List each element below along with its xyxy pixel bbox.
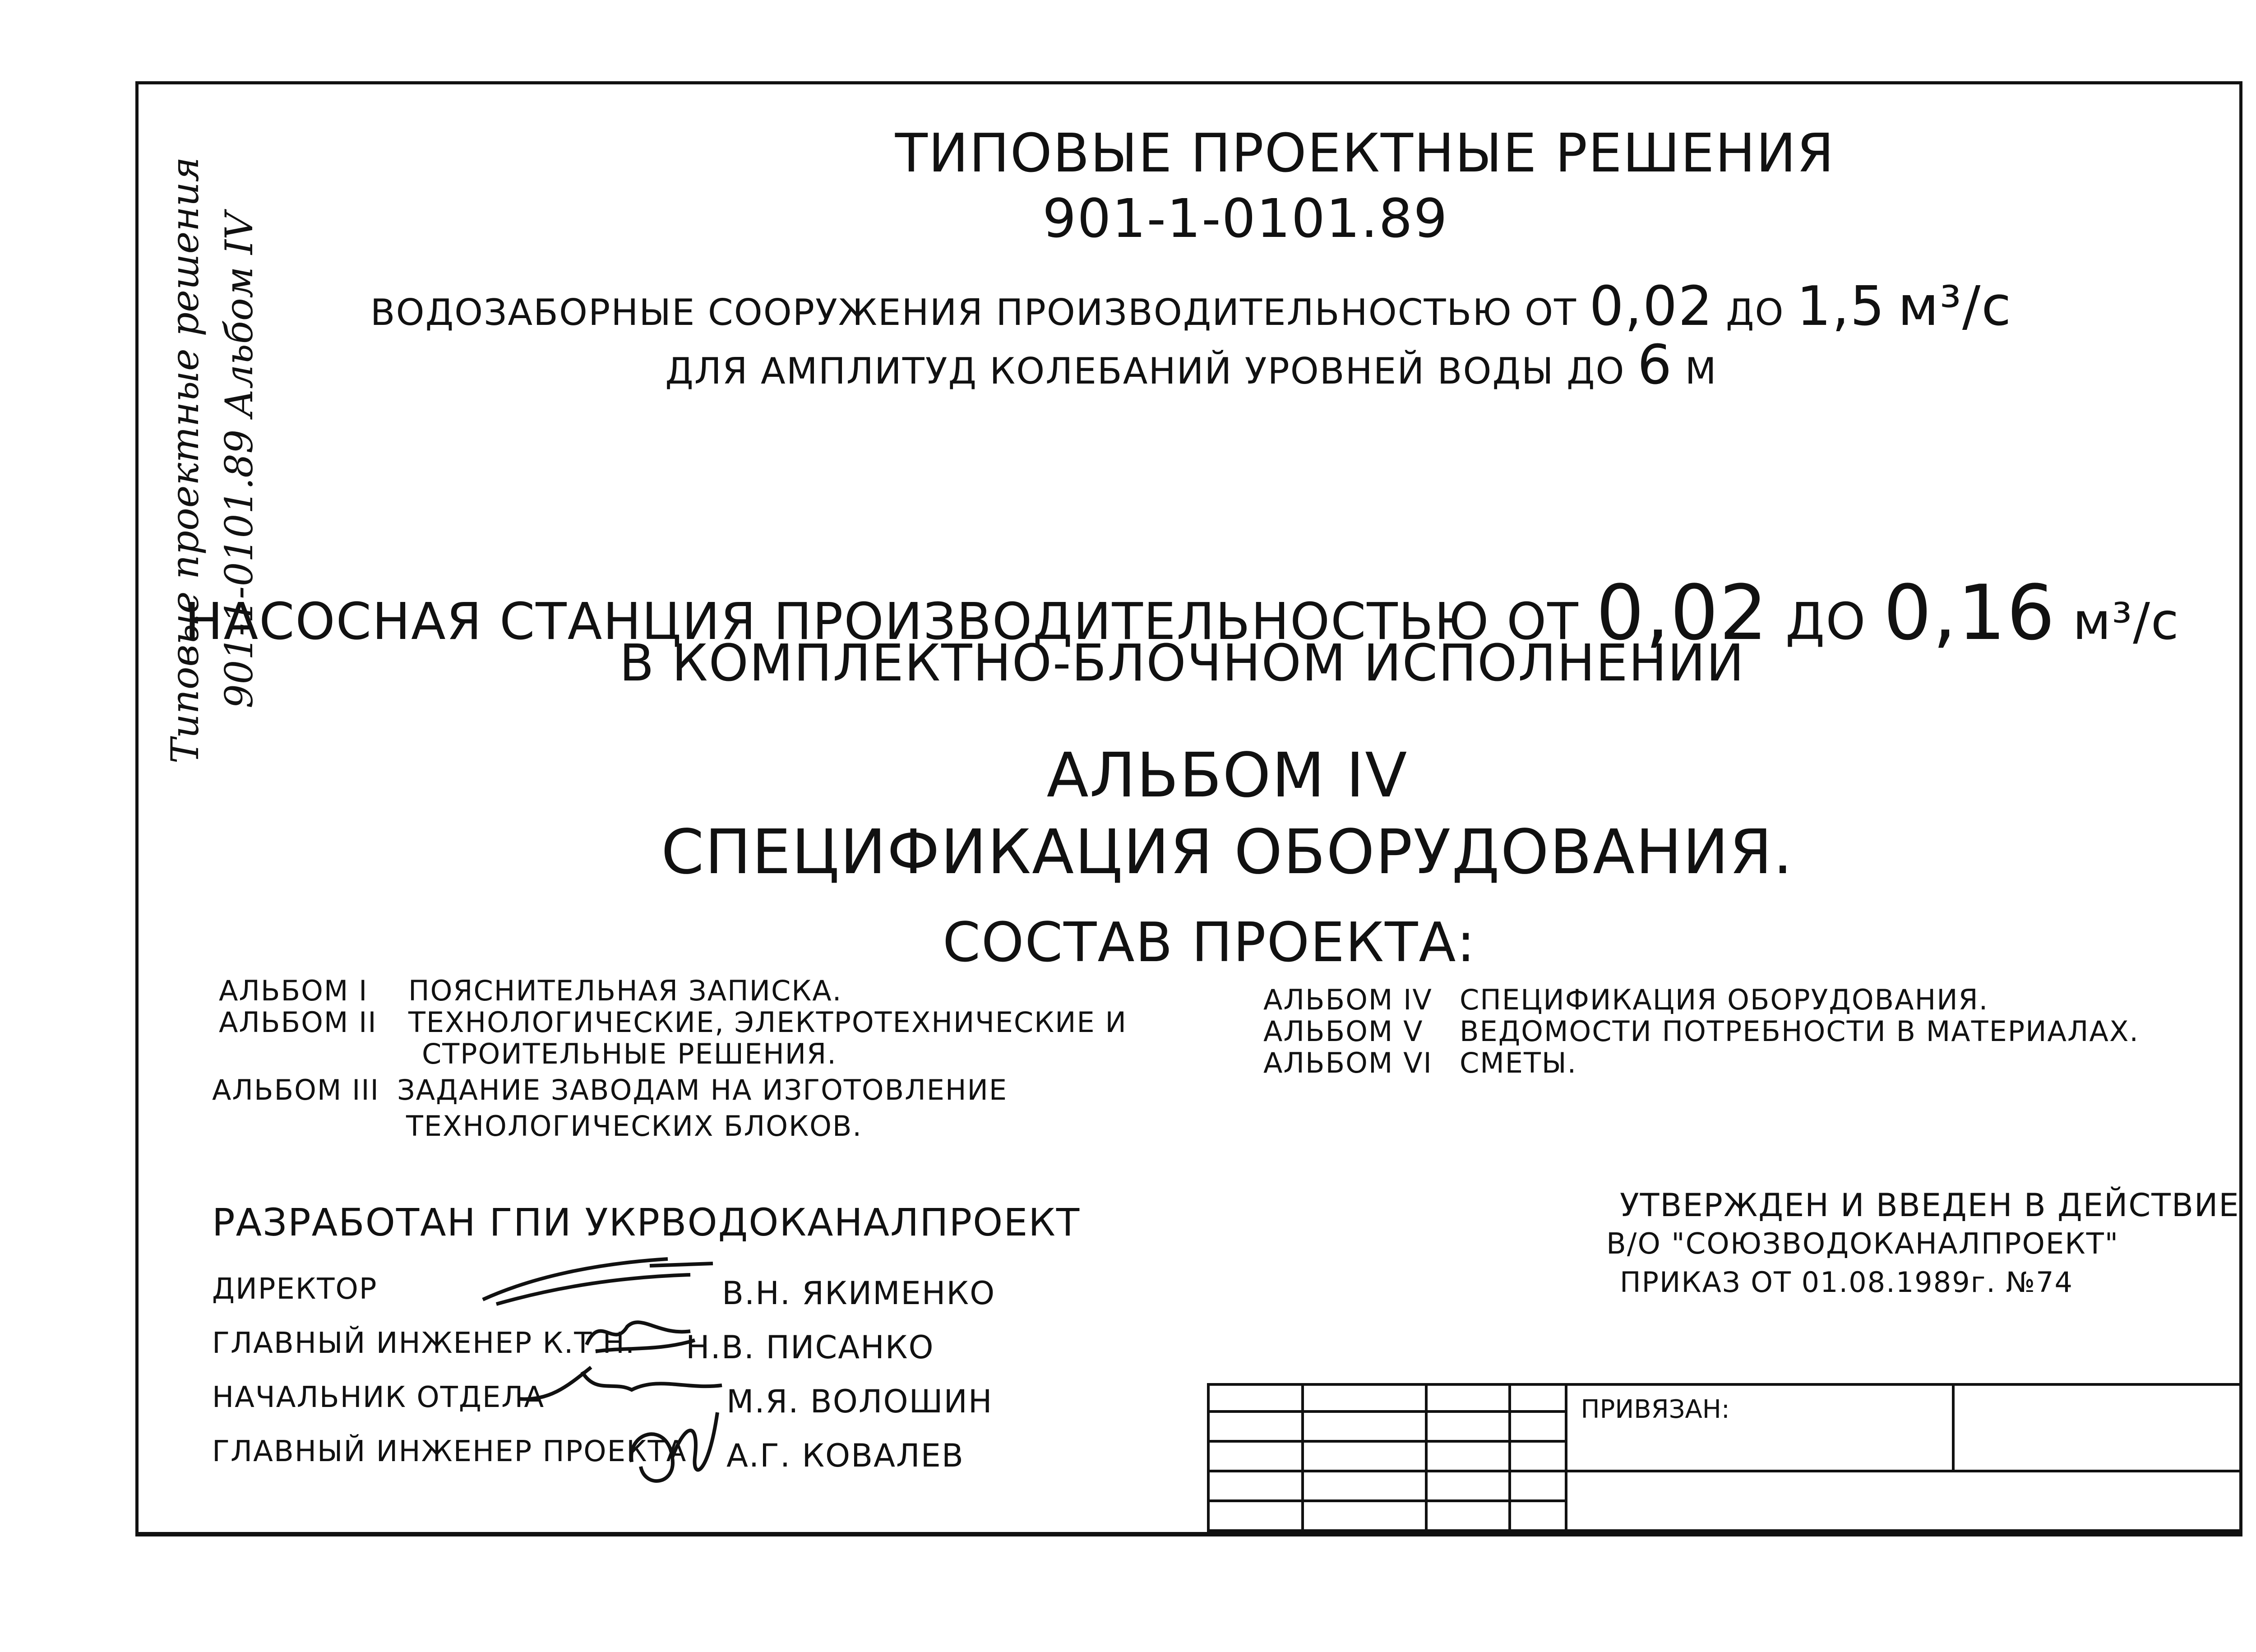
approval-line-2: В/О "СОЮЗВОДОКАНАЛПРОЕКТ" xyxy=(1606,1227,2119,1261)
spine-line-2: 901-1-0101.89 Альбом IV xyxy=(217,212,261,708)
composition-right-desc-5: ВЕДОМОСТИ ПОТРЕБНОСТИ В МАТЕРИАЛАХ. xyxy=(1460,1015,2140,1048)
stamp-cell xyxy=(1303,1384,1426,1411)
stamp-cell xyxy=(1953,1384,2241,1471)
header-line-1-to: 1,5 xyxy=(1796,275,1886,338)
header-line-2-unit: М xyxy=(1685,350,1717,392)
stamp-cell xyxy=(1510,1384,1566,1411)
stamp-cell xyxy=(1510,1501,1566,1531)
stamp-cell xyxy=(1426,1441,1509,1471)
document-code: 901-1-0101.89 xyxy=(1042,187,1448,250)
header-line-2 xyxy=(665,334,1717,397)
stamp-cell xyxy=(1426,1471,1509,1501)
station-unit: м³/с xyxy=(2072,592,2180,651)
stamp-cell xyxy=(1303,1441,1426,1471)
composition-left-album-2: АЛЬБОМ II xyxy=(219,1006,377,1039)
stamp-cell xyxy=(1208,1471,1303,1501)
header-line-1-unit: м³/с xyxy=(1898,275,2012,338)
approval-line-1: УТВЕРЖДЕН И ВВЕДЕН В ДЕЙСТВИЕ xyxy=(1620,1187,2240,1224)
composition-right-album-4: АЛЬБОМ IV xyxy=(1263,983,1433,1016)
composition-left-album-1: АЛЬБОМ I xyxy=(219,974,368,1007)
composition-left-desc-1: ПОЯСНИТЕЛЬНАЯ ЗАПИСКА. xyxy=(408,974,842,1007)
station-mid: ДО xyxy=(1785,592,1867,651)
header-line-1 xyxy=(370,275,2012,338)
header-line-1-mid: ДО xyxy=(1726,292,1784,333)
stamp-cell xyxy=(1566,1471,2242,1531)
composition-left-desc-2: ТЕХНОЛОГИЧЕСКИЕ, ЭЛЕКТРОТЕХНИЧЕСКИЕ И xyxy=(408,1006,1127,1039)
document-type-title: ТИПОВЫЕ ПРОЕКТНЫЕ РЕШЕНИЯ xyxy=(895,122,1835,184)
spine-label xyxy=(158,102,280,819)
signature-chief-project-engineer xyxy=(618,1403,726,1494)
station-from: 0,02 xyxy=(1596,569,1769,657)
stamp-cell xyxy=(1510,1411,1566,1441)
composition-left-album-3: АЛЬБОМ III xyxy=(212,1074,379,1106)
staff-role-1: ДИРЕКТОР xyxy=(212,1273,378,1306)
staff-role-2: ГЛАВНЫЙ ИНЖЕНЕР К.Т.Н. xyxy=(212,1327,636,1360)
station-to: 0,16 xyxy=(1883,569,2056,657)
stamp-cell xyxy=(1208,1411,1303,1441)
staff-name-1: В.Н. ЯКИМЕНКО xyxy=(722,1275,996,1312)
station-text: НАСОСНАЯ СТАНЦИЯ ПРОИЗВОДИТЕЛЬНОСТЬЮ ОТ xyxy=(185,592,1579,651)
stamp-cell xyxy=(1208,1501,1303,1531)
stamp-cell xyxy=(1426,1411,1509,1441)
station-title-line-2: В КОМПЛЕКТНО-БЛОЧНОМ ИСПОЛНЕНИИ xyxy=(619,634,1745,693)
approval-line-3: ПРИКАЗ ОТ 01.08.1989г. №74 xyxy=(1620,1266,2074,1299)
spine-line-1: Типовые проектные решения xyxy=(163,157,207,764)
stamp-cell xyxy=(1510,1471,1566,1501)
composition-right-album-5: АЛЬБОМ V xyxy=(1263,1015,1424,1048)
signature-director xyxy=(478,1250,722,1313)
developer-title: РАЗРАБОТАН ГПИ УКРВОДОКАНАЛПРОЕКТ xyxy=(212,1200,1081,1245)
album-title: СПЕЦИФИКАЦИЯ ОБОРУДОВАНИЯ. xyxy=(661,817,1794,888)
staff-role-4: ГЛАВНЫЙ ИНЖЕНЕР ПРОЕКТА xyxy=(212,1435,687,1468)
header-line-1-from: 0,02 xyxy=(1589,275,1714,338)
stamp-cell xyxy=(1303,1471,1426,1501)
staff-name-3: М.Я. ВОЛОШИН xyxy=(726,1383,993,1420)
stamp-cell xyxy=(1208,1384,1303,1411)
frame-bottom-line xyxy=(135,1532,2242,1535)
composition-title: СОСТАВ ПРОЕКТА: xyxy=(943,912,1476,974)
composition-left-desc-3: ЗАДАНИЕ ЗАВОДАМ НА ИЗГОТОВЛЕНИЕ xyxy=(397,1074,1008,1106)
stamp-cell xyxy=(1510,1441,1566,1471)
header-line-2-value: 6 xyxy=(1637,334,1673,397)
composition-left-desc-2b: СТРОИТЕЛЬНЫЕ РЕШЕНИЯ. xyxy=(422,1037,837,1070)
composition-left-desc-3b: ТЕХНОЛОГИЧЕСКИХ БЛОКОВ. xyxy=(406,1110,863,1143)
staff-name-2: Н.В. ПИСАНКО xyxy=(686,1329,934,1366)
signature-chief-engineer xyxy=(582,1309,699,1358)
header-line-1-text: ВОДОЗАБОРНЫЕ СООРУЖЕНИЯ ПРОИЗВОДИТЕЛЬНОСТЬЮ ОТ xyxy=(370,292,1577,333)
header-line-2-text: ДЛЯ АМПЛИТУД КОЛЕБАНИЙ УРОВНЕЙ ВОДЫ ДО xyxy=(665,350,1625,392)
composition-right-desc-4: СПЕЦИФИКАЦИЯ ОБОРУДОВАНИЯ. xyxy=(1460,983,1989,1016)
composition-right-album-6: АЛЬБОМ VI xyxy=(1263,1046,1433,1079)
stamp-cell xyxy=(1208,1441,1303,1471)
staff-role-3: НАЧАЛЬНИК ОТДЕЛА xyxy=(212,1381,545,1414)
composition-right-desc-6: СМЕТЫ. xyxy=(1460,1046,1577,1079)
stamp-binding-label: ПРИВЯЗАН: xyxy=(1581,1395,1730,1424)
stamp-cell xyxy=(1426,1501,1509,1531)
album-number: АЛЬБОМ IV xyxy=(1046,740,1408,811)
staff-name-4: А.Г. КОВАЛЕВ xyxy=(726,1437,964,1474)
stamp-cell xyxy=(1303,1501,1426,1531)
stamp-binding-cell xyxy=(1566,1384,1954,1471)
stamp-cell xyxy=(1303,1411,1426,1441)
stamp-cell xyxy=(1426,1384,1509,1411)
title-block-stamp xyxy=(1207,1383,2242,1532)
